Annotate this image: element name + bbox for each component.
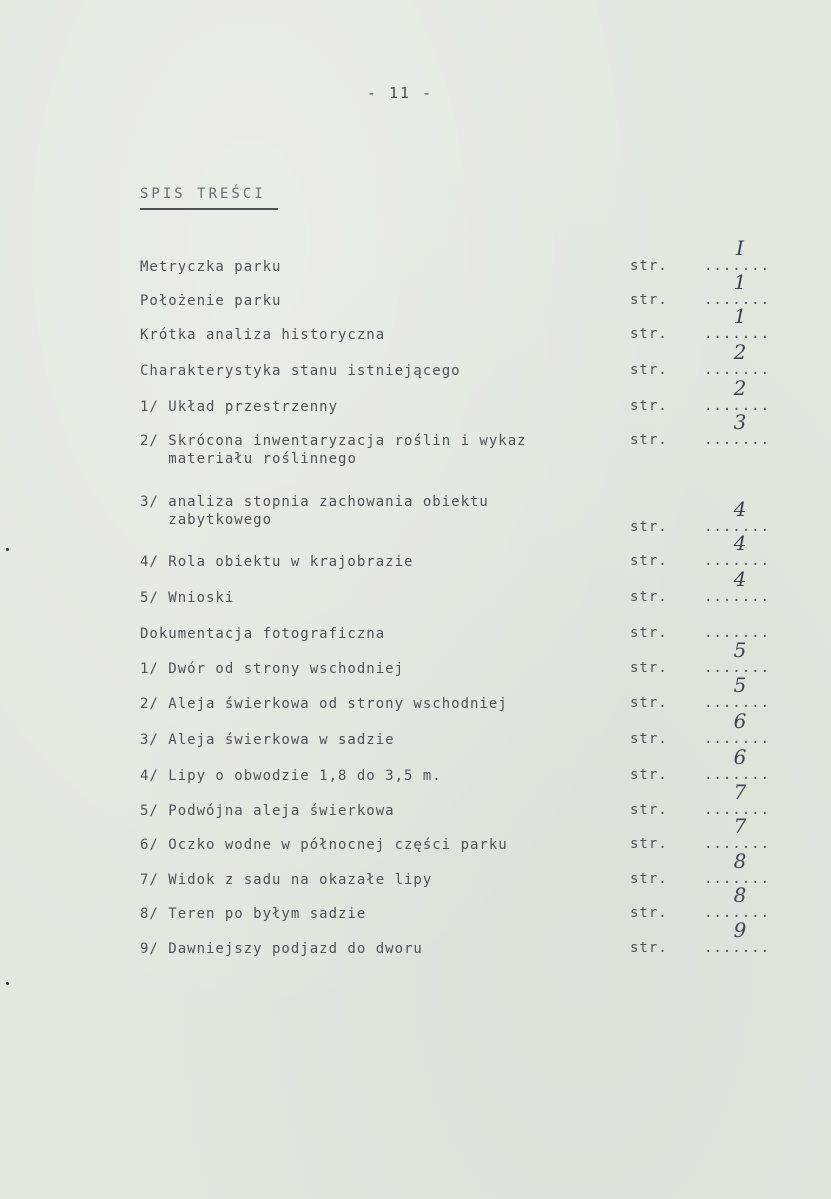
toc-entry-title: 3/ Aleja świerkowa w sadzie: [140, 732, 395, 748]
toc-entry-page-label: str.: [630, 695, 668, 711]
toc-entry-page-number: 1: [733, 304, 747, 328]
toc-entry: [0, 410, 831, 467]
toc-entry: [0, 780, 831, 836]
toc-entry-page-number: 6: [733, 745, 747, 769]
toc-entry-leader-dots: .......: [704, 432, 771, 448]
toc-entry-title: 4/ Lipy o obwodzie 1,8 do 3,5 m.: [140, 768, 442, 784]
toc-entry-page-number: 4: [733, 567, 747, 591]
toc-entry: [0, 376, 831, 432]
heading-underline: [140, 208, 278, 210]
toc-entry-title: 4/ Rola obiektu w krajobrazie: [140, 554, 414, 570]
toc-entry-page-label: str.: [630, 905, 668, 921]
page-number: - 11 -: [366, 84, 434, 102]
toc-entry-leader-dots: .......: [704, 767, 771, 783]
toc-entry-leader-dots: .......: [704, 871, 771, 887]
toc-entry-page-number: 3: [733, 410, 747, 434]
toc-entry-title: 1/ Układ przestrzenny: [140, 399, 339, 415]
toc-entry: [0, 849, 831, 905]
toc-entry-leader-dots: .......: [704, 362, 771, 378]
toc-entry-page-number: 8: [733, 883, 747, 907]
toc-entry-leader-dots: .......: [704, 398, 771, 414]
toc-entry-page-label: str.: [630, 871, 668, 887]
toc-entry-leader-dots: .......: [704, 695, 771, 711]
toc-entry-page-number: 5: [733, 673, 747, 697]
toc-entry-page-number: 6: [733, 709, 747, 733]
toc-entry-title: Metryczka parku: [140, 259, 282, 275]
toc-entry-page-label: str.: [630, 362, 668, 378]
toc-entry: [0, 304, 831, 360]
toc-entry-leader-dots: .......: [704, 258, 771, 274]
toc-entry-title: 8/ Teren po byłym sadzie: [140, 906, 367, 922]
toc-entry: [0, 270, 831, 326]
toc-entry: [0, 709, 831, 765]
toc-entry-leader-dots: .......: [704, 519, 771, 535]
toc-entry-page-number: 7: [733, 814, 747, 838]
toc-entry: [0, 493, 831, 535]
toc-entry-title: 2/ Aleja świerkowa od strony wschodniej: [140, 696, 508, 712]
toc-entry-page-number: 4: [733, 531, 747, 555]
toc-entry: [0, 918, 831, 974]
toc-entry-page-label: str.: [630, 432, 668, 448]
toc-entry-page-number: 5: [733, 638, 747, 662]
toc-entry-leader-dots: .......: [704, 292, 771, 308]
toc-entry-page-label: str.: [630, 258, 668, 274]
toc-entry-leader-dots: .......: [704, 326, 771, 342]
toc-entry-page-label: str.: [630, 660, 668, 676]
toc-entry-page-label: str.: [630, 940, 668, 956]
toc-entry-page-number: 2: [733, 376, 747, 400]
toc-entry-title: 7/ Widok z sadu na okazałe lipy: [140, 872, 433, 888]
toc-entry-leader-dots: .......: [704, 625, 771, 641]
toc-entry-leader-dots: .......: [704, 836, 771, 852]
toc-entry-page-number: 8: [733, 849, 747, 873]
toc-entry: [0, 340, 831, 396]
toc-entry: [0, 625, 831, 659]
toc-entry-page-number: I: [736, 236, 744, 260]
toc-entry-title: 5/ Podwójna aleja świerkowa: [140, 803, 395, 819]
toc-entry-page-number: 2: [733, 340, 747, 364]
toc-entry: [0, 883, 831, 939]
toc-entry-page-number: 9: [733, 918, 747, 942]
toc-entry-title: Charakterystyka stanu istniejącego: [140, 363, 461, 379]
toc-entry-title: 1/ Dwór od strony wschodniej: [140, 661, 405, 677]
toc-entry-page-label: str.: [630, 398, 668, 414]
toc-entry-page-label: str.: [630, 802, 668, 818]
toc-entry: [0, 567, 831, 623]
toc-entry: [0, 236, 831, 292]
margin-mark: [6, 982, 9, 985]
toc-entry: [0, 638, 831, 694]
toc-entry-page-label: str.: [630, 326, 668, 342]
toc-entry-title: 5/ Wnioski: [140, 590, 235, 606]
toc-entry-title: 3/ analiza stopnia zachowania obiektu zabytkowego: [140, 494, 489, 528]
toc-entry-page-label: str.: [630, 767, 668, 783]
toc-entry-leader-dots: .......: [704, 589, 771, 605]
toc-entry-page-number: 7: [733, 780, 747, 804]
toc-heading: SPIS TREŚCI: [140, 186, 266, 202]
toc-entry-page-label: str.: [630, 519, 668, 535]
toc-entry-title: 9/ Dawniejszy podjazd do dworu: [140, 941, 423, 957]
toc-entry-page-label: str.: [630, 836, 668, 852]
toc-entry-page-number: 4: [733, 497, 747, 521]
toc-entry-title: 6/ Oczko wodne w północnej części parku: [140, 837, 508, 853]
toc-entry-title: Dokumentacja fotograficzna: [140, 626, 386, 642]
toc-entry-page-label: str.: [630, 292, 668, 308]
toc-entry-leader-dots: .......: [704, 731, 771, 747]
toc-entry-title: Położenie parku: [140, 293, 282, 309]
toc-entry: [0, 531, 831, 587]
margin-mark: [6, 548, 9, 551]
toc-entry-page-number: 1: [733, 270, 747, 294]
toc-entry-leader-dots: .......: [704, 553, 771, 569]
toc-entry-leader-dots: .......: [704, 802, 771, 818]
toc-entry-page-label: str.: [630, 553, 668, 569]
toc-entry-leader-dots: .......: [704, 905, 771, 921]
toc-entry-page-label: str.: [630, 731, 668, 747]
toc-entry-title: Krótka analiza historyczna: [140, 327, 386, 343]
toc-entry-leader-dots: .......: [704, 660, 771, 676]
toc-entry-title: 2/ Skrócona inwentaryzacja roślin i wykaz materiału roślinnego: [140, 433, 527, 467]
toc-entry-page-label: str.: [630, 625, 668, 641]
toc-entry: [0, 745, 831, 801]
toc-entry-page-label: str.: [630, 589, 668, 605]
toc-entry: [0, 673, 831, 729]
toc-entry-leader-dots: .......: [704, 940, 771, 956]
toc-entry: [0, 814, 831, 870]
